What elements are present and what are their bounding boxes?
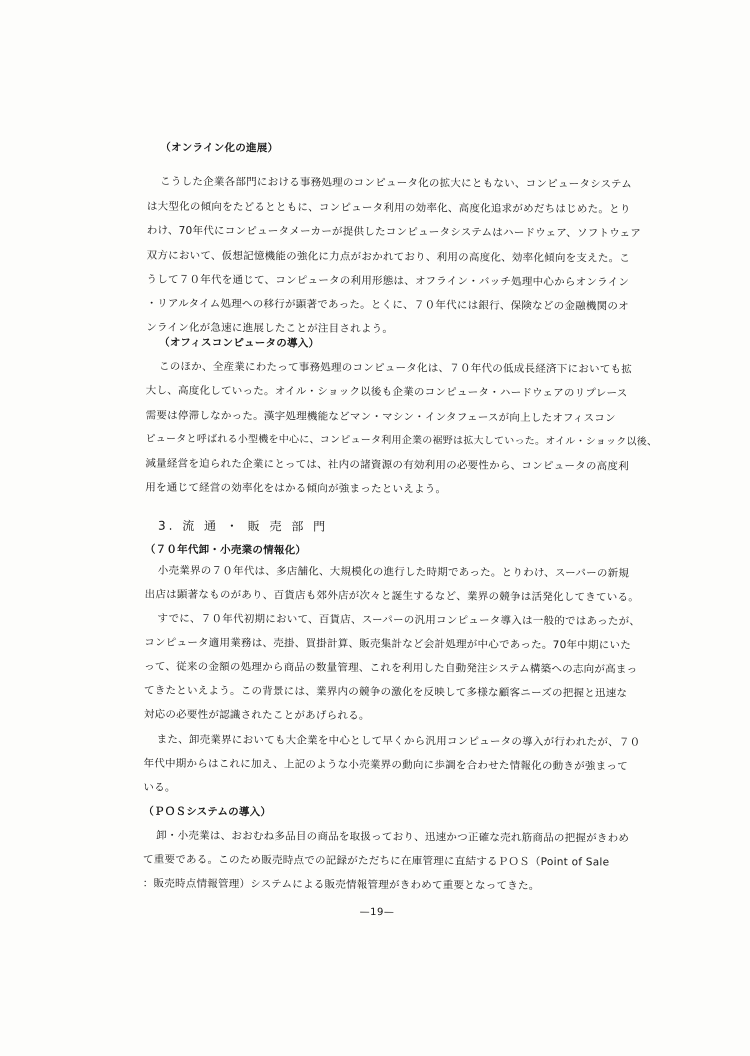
paragraph-line: わけ、70年代にコンピュータメーカーが提供したコンピュータシステムはハードウェア、ソフトウェア [146, 224, 642, 240]
paragraph-line: いる。 [143, 781, 176, 794]
paragraph-line: って、従来の金額の処理から商品の数量管理、これを利用した自動発注システム構築への志向が高まっ [144, 660, 638, 676]
paragraph-line: ピュータと呼ばれる小型機を中心に、コンピュータ利用企業の裾野は拡大していった。オイル・ショック以後、 [145, 433, 658, 448]
section-title: 3. 流 通 ・ 販 売 部 門 [157, 518, 329, 534]
page-number: —19— [359, 906, 395, 919]
paragraph-line: 小売業界の７０年代は、多店舗化、大規模化の進行した時期であった。とりわけ、スーパーの新規 [157, 564, 630, 580]
subsection-heading-retail-70s: （７０年代卸・小売業の情報化） [144, 543, 307, 557]
paragraph-line: うして７０年代を通じて、コンピュータの利用形態は、オフライン・バッチ処理中心からオンライン [146, 273, 630, 289]
paragraph-line: 双方において、仮想記憶機能の強化に力点がおかれており、利用の高度化、効率化傾向を支えた。こ [146, 249, 631, 265]
subsection-heading-office-computer: （オフィスコンピュータの導入） [159, 336, 320, 350]
paragraph-line: 年代中期からはこれに加え、上記のような小売業界の動向に歩調を合わせた情報化の動きが強まって [143, 757, 628, 773]
subsection-heading-online: （オンライン化の進展） [160, 141, 279, 155]
paragraph-line: ・リアルタイム処理への移行が顕著であった。とくに、７０年代には銀行、保険などの金融機関のオ [146, 297, 629, 313]
paragraph-line: 出店は顕著なものがあり、百貨店も郊外店が次々と誕生するなど、業界の競争は活発化してきている。 [144, 588, 640, 604]
paragraph-line: て重要である。このため販売時点での記録がただちに在庫管理に直結するＰＯＳ（Point of Sale [142, 853, 610, 869]
paragraph-line: 卸・小売業は、おおむね多品目の商品を取扱っており、迅速かつ正確な売れ筋商品の把握がきわめ [156, 829, 630, 845]
paragraph-line: 大し、高度化していった。オイル・ショック以後も企業のコンピュータ・ハードウェアのリプレース [145, 384, 628, 400]
paragraph-line: すでに、７０年代初期において、百貨店、スーパーの汎用コンピュータ導入は一般的ではあったが、 [157, 612, 641, 628]
paragraph-line: 減量経営を迫られた企業にとっては、社内の諸資源の有効利用の必要性から、コンピュータの高度利 [145, 457, 629, 473]
paragraph-line: こうした企業各部門における事務処理のコンピュータ化の拡大にともない、コンピュータシステム [160, 175, 633, 191]
paragraph-line: このほか、全産業にわたって事務処理のコンピュータ化は、７０年代の低成長経済下においても拡 [158, 360, 633, 376]
paragraph-line: ：販売時点情報管理）システムによる販売情報管理がきわめて重要となってきた。 [142, 877, 540, 893]
paragraph-line: 対応の必要性が認識されたことがあげられる。 [143, 708, 370, 722]
paragraph-line: は大型化の傾向をたどるとともに、コンピュータ利用の効率化、高度化追求がめだちはじめた。とり [146, 200, 631, 216]
subsection-heading-pos: （ＰＯＳシステムの導入） [143, 805, 272, 819]
paragraph-line: てきたといえよう。この背景には、業界内の競争の激化を反映して多様な顧客ニーズの把握と迅速な [143, 684, 628, 700]
paragraph-line: 用を通じて経営の効率化をはかる傾向が強まったといえよう。 [145, 481, 447, 496]
paragraph-line: 需要は停滞しなかった。漢字処理機能などマン・マシン・インタフェースが向上したオフィスコン [145, 409, 616, 425]
paragraph-line: コンピュータ適用業務は、売掛、買掛計算、販売集計など会計処理が中心であった。70年中期にいた [144, 636, 632, 652]
paragraph-line: ンライン化が急速に進展したことが注目されよう。 [146, 321, 394, 336]
paragraph-line: また、卸売業界においても大企業を中心として早くから汎用コンピュータの導入が行われたが、７０ [156, 733, 641, 749]
